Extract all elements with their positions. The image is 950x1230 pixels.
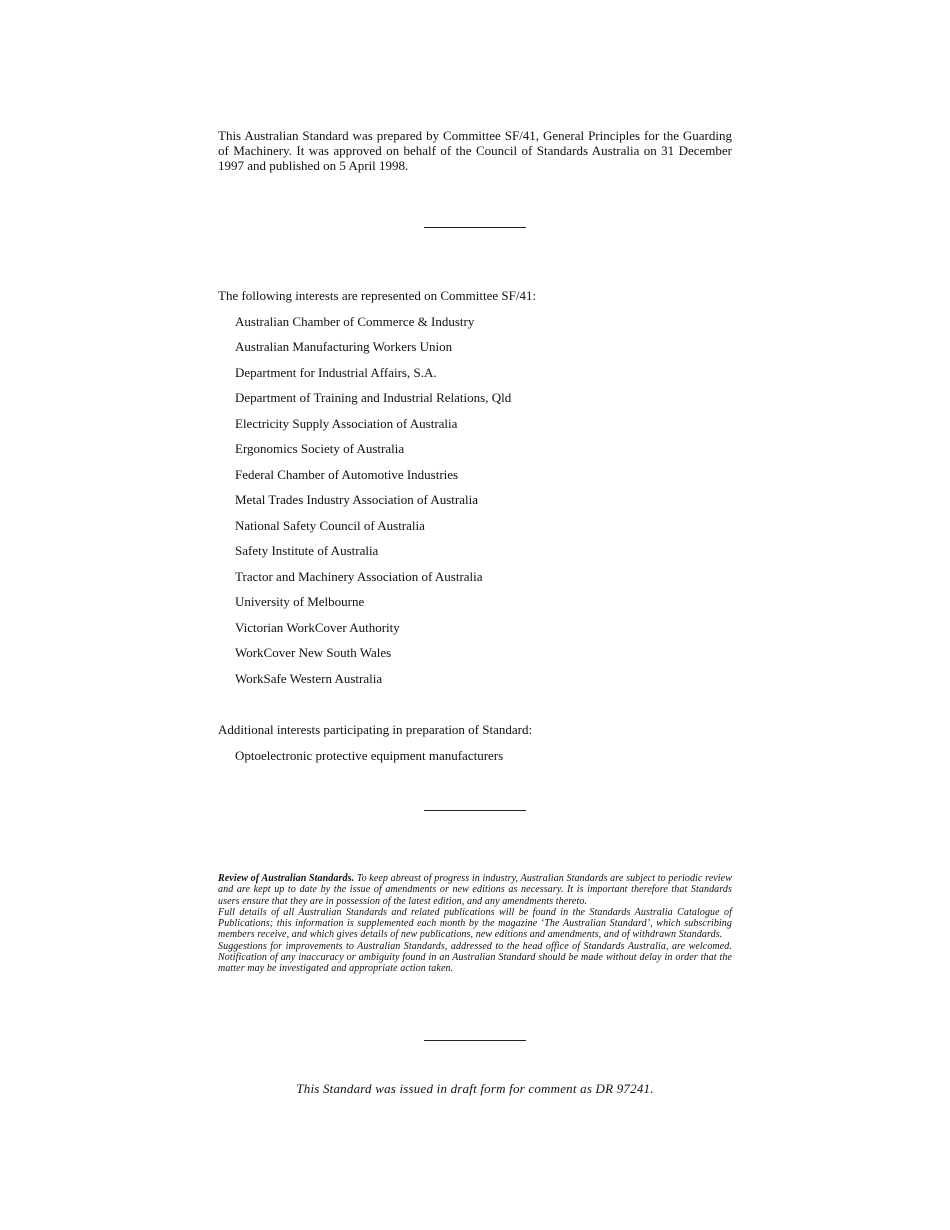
review-text-1: To keep abreast of progress in industry, Australian Standards are subject to periodic review and are kept up to date by the issue of amendments or new editions as necessary. It is important therefore that Standards users ensure that they are in possession of the latest edition, and any amendments thereto.	[218, 873, 732, 907]
committee-member: Federal Chamber of Automotive Industries	[235, 466, 459, 482]
committee-member: Australian Manufacturing Workers Union	[235, 339, 453, 354]
committee-member: WorkSafe Western Australia	[235, 670, 383, 686]
review-heading: Review of Australian Standards.	[218, 873, 355, 884]
committee-member: University of Melbourne	[235, 594, 365, 609]
additional-interest-item: Optoelectronic protective equipment manufacturers	[235, 747, 504, 763]
committee-member: Safety Institute of Australia	[235, 543, 379, 558]
committee-member: Metal Trades Industry Association of Australia	[235, 492, 479, 507]
review-notice	[218, 873, 732, 975]
review-paragraph-2: Full details of all Australian Standards and related publications will be found in the Standards Australia Catalogue of Publications; this information is supplemented each month by the magazine ‘The Australian Standard’, which subscribing members receive, and which gives details of new publications, new editions and amendments, and of withdrawn Standards.	[218, 906, 732, 941]
section-divider	[424, 227, 526, 228]
committee-member: WorkCover New South Wales	[235, 645, 392, 660]
section-divider	[424, 810, 526, 811]
committee-member: Department for Industrial Affairs, S.A.	[235, 364, 437, 380]
committee-lead: The following interests are represented on Committee SF/41:	[218, 288, 537, 303]
committee-member: Australian Chamber of Commerce & Industry	[235, 313, 475, 329]
draft-note: This Standard was issued in draft form for comment as DR 97241.	[296, 1081, 654, 1096]
committee-member: Victorian WorkCover Authority	[235, 619, 400, 635]
review-paragraph-1	[218, 873, 732, 907]
committee-member-list	[218, 313, 732, 688]
preparation-statement: This Australian Standard was prepared by Committee SF/41, General Principles for the Guarding of Machinery. It was approved on behalf of the Council of Standards Australia on 31 December 1997 and published on 5 April 1998.	[218, 128, 732, 173]
additional-interests-section	[218, 721, 732, 765]
committee-member: Tractor and Machinery Association of Australia	[235, 568, 483, 584]
review-paragraph-3: Suggestions for improvements to Australian Standards, addressed to the head office of Standards Australia, are welcomed. Notification of any inaccuracy or ambiguity found in an Australian Standard should be made without delay in order that the matter may be investigated and appropriate action taken.	[218, 940, 732, 975]
section-divider	[424, 1040, 526, 1041]
committee-section	[218, 287, 732, 695]
committee-member: National Safety Council of Australia	[235, 517, 425, 533]
additional-interests-lead: Additional interests participating in preparation of Standard:	[218, 722, 533, 737]
committee-member: Ergonomics Society of Australia	[235, 441, 405, 456]
committee-member: Electricity Supply Association of Australia	[235, 415, 458, 431]
committee-member: Department of Training and Industrial Relations, Qld	[235, 390, 512, 405]
